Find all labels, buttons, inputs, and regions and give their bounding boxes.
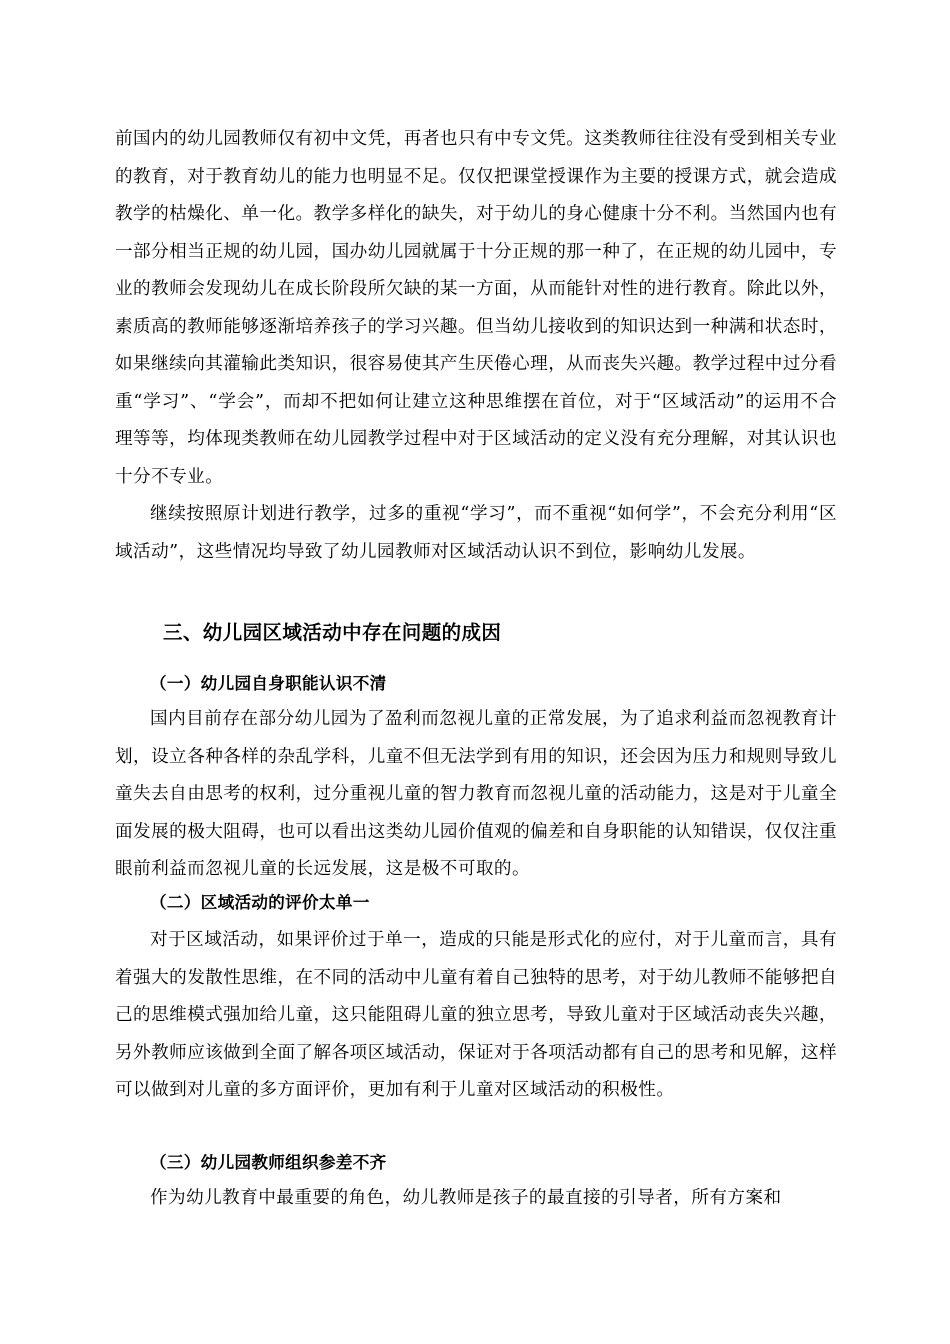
body-paragraph-continued: 前国内的幼儿园教师仅有初中文凭，再者也只有中专文凭。这类教师往往没有受到相关专业的教育，对于教育幼儿的能力也明显不足。仅仅把课堂授课作为主要的授课方式，就会造成教学的枯燥化、单一化。教学多样化的缺失，对于幼儿的身心健康十分不利。当然国内也有一部分相当正规的幼儿园，国办幼儿园就属于十分正规的那一种了，在正规的幼儿园中，专业的教师会发现幼儿在成长阶段所欠缺的某一方面，从而能针对性的进行教育。除此以外，素质高的教师能够逐渐培养孩子的学习兴趣。但当幼儿接收到的知识达到一种满和状态时，如果继续向其灌输此类知识，很容易使其产生厌倦心理，从而丧失兴趣。教学过程中过分看重“学习”、“学会”，而却不把如何让建立这种思维摆在首位，对于“区域活动”的运用不合理等等，均体现类教师在幼儿园教学过程中对于区域活动的定义没有充分理解，对其认识也十分不专业。 [115, 129, 837, 487]
subsection-heading-3: （三）幼儿园教师组织参差不齐 [150, 1153, 387, 1172]
body-paragraph: 国内目前存在部分幼儿园为了盈利而忽视儿童的正常发展，为了追求利益而忽视教育计划，设立各种各样的杂乱学科，儿童不但无法学到有用的知识，还会因为压力和规则导致儿童失去自由思考的权利，过分重视儿童的智力教育而忽视儿童的活动能力，这是对于儿童全面发展的极大阻碍，也可以看出这类幼儿园价值观的偏差和自身职能的认知错误，仅仅注重眼前利益而忽视儿童的长远发展，这是极不可取的。 [115, 709, 837, 879]
body-paragraph: 继续按照原计划进行教学，过多的重视“学习”，而不重视“如何学”，不会充分利用“区域活动”，这些情况均导致了幼儿园教师对区域活动认识不到位，影响幼儿发展。 [115, 504, 837, 562]
subsection-heading-2: （二）区域活动的评价太单一 [150, 893, 370, 912]
subsection-heading-1: （一）幼儿园自身职能认识不清 [150, 674, 387, 693]
body-paragraph: 对于区域活动，如果评价过于单一，造成的只能是形式化的应付，对于儿童而言，具有着强大的发散性思维，在不同的活动中儿童有着自己独特的思考，对于幼儿教师不能够把自己的思维模式强加给儿童，这只能阻碍儿童的独立思考，导致儿童对于区域活动丧失兴趣，另外教师应该做到全面了解各项区域活动，保证对于各项活动都有自己的思考和见解，这样可以做到对儿童的多方面评价，更加有利于儿童对区域活动的积极性。 [115, 930, 837, 1100]
section-heading: 三、幼儿园区域活动中存在问题的成因 [163, 621, 502, 644]
body-paragraph: 作为幼儿教育中最重要的角色，幼儿教师是孩子的最直接的引导者，所有方案和 [150, 1188, 782, 1208]
